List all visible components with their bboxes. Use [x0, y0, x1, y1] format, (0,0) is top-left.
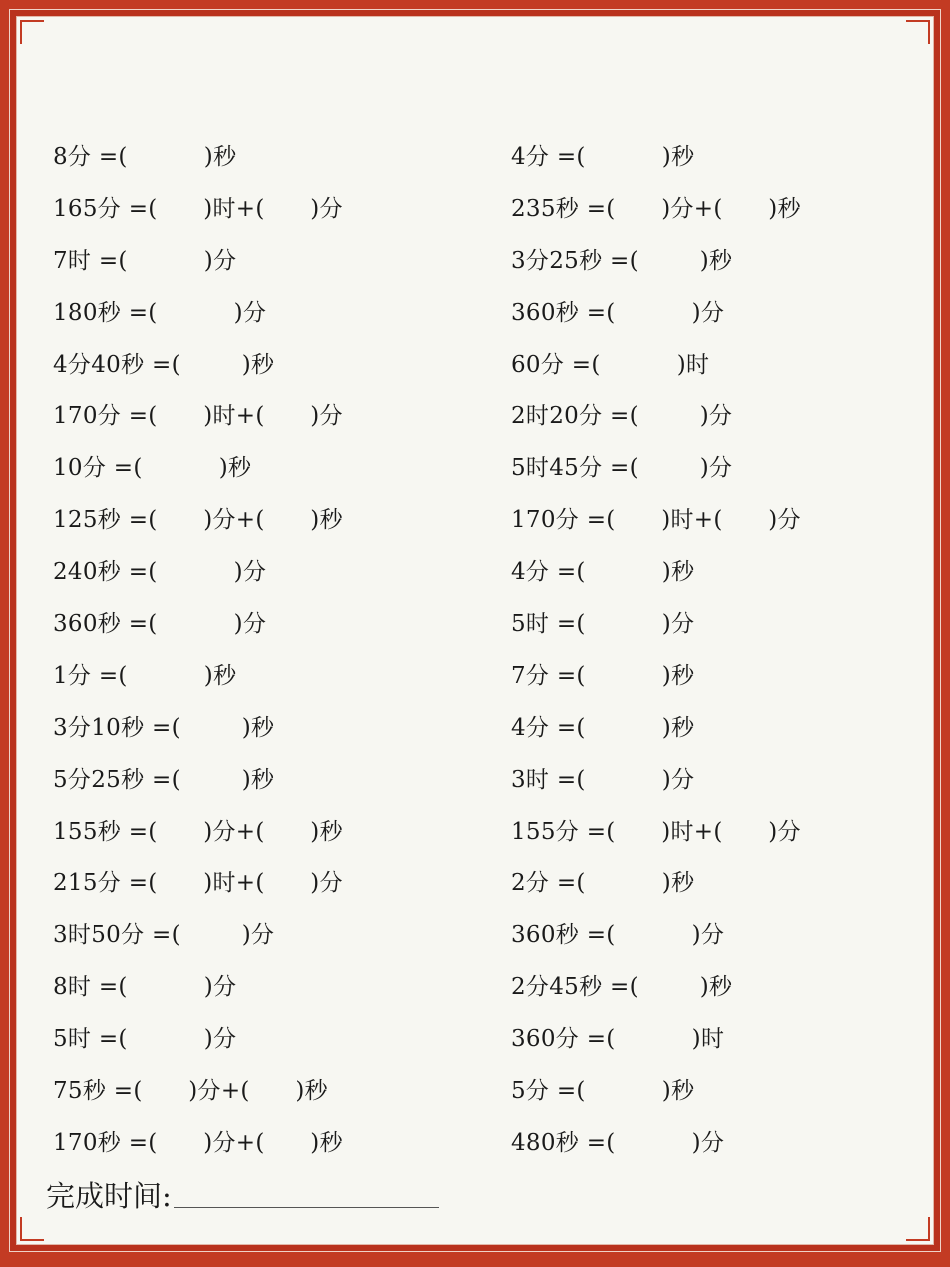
corner-ornament — [20, 20, 44, 44]
problem-row: 3时50分 =( )分 — [53, 922, 275, 949]
problem-row: 360秒 =( )分 — [511, 922, 725, 949]
completion-time-footer — [46, 1176, 439, 1216]
problem-row: 215分 =( )时+( )分 — [53, 870, 343, 897]
problem-row: 165分 =( )时+( )分 — [53, 195, 343, 222]
problem-row: 3分10秒 =( )秒 — [53, 714, 275, 741]
problem-row: 155分 =( )时+( )分 — [511, 818, 801, 845]
corner-ornament — [906, 20, 930, 44]
completion-time-blank[interactable] — [174, 1206, 439, 1208]
problem-row: 170分 =( )时+( )分 — [511, 507, 801, 534]
problem-row: 360秒 =( )分 — [511, 299, 725, 326]
problem-row: 5时 =( )分 — [511, 611, 695, 638]
problem-row: 4分 =( )秒 — [511, 144, 695, 170]
problem-row: 5分 =( )秒 — [511, 1078, 695, 1105]
left-problem-column — [53, 136, 343, 1174]
problem-row: 5分25秒 =( )秒 — [53, 766, 275, 793]
problem-row: 5时 =( )分 — [53, 1026, 237, 1053]
problem-row: 4分40秒 =( )秒 — [53, 351, 275, 378]
problem-row: 180秒 =( )分 — [53, 299, 267, 326]
problem-row: 4分 =( )秒 — [511, 559, 695, 586]
problem-row: 2分 =( )秒 — [511, 870, 695, 897]
problem-row: 240秒 =( )分 — [53, 559, 267, 586]
problem-row: 3时 =( )分 — [511, 766, 695, 793]
problem-row: 75秒 =( )分+( )秒 — [53, 1078, 328, 1105]
problem-row: 2时20分 =( )分 — [511, 403, 733, 430]
corner-ornament — [906, 1217, 930, 1241]
problem-row: 10分 =( )秒 — [53, 455, 252, 482]
problem-row: 7分 =( )秒 — [511, 662, 695, 689]
problem-row: 8时 =( )分 — [53, 974, 237, 1001]
problem-row: 3分25秒 =( )秒 — [511, 247, 733, 274]
problem-row: 360分 =( )时 — [511, 1026, 725, 1053]
problem-row: 235秒 =( )分+( )秒 — [511, 195, 801, 222]
right-problem-column — [511, 136, 801, 1174]
problem-row: 125秒 =( )分+( )秒 — [53, 507, 343, 534]
problem-row: 60分 =( )时 — [511, 351, 710, 378]
completion-time-label: 完成时间: — [46, 1179, 172, 1213]
problem-row: 480秒 =( )分 — [511, 1129, 725, 1156]
problem-row: 4分 =( )秒 — [511, 714, 695, 741]
problem-row: 360秒 =( )分 — [53, 611, 267, 638]
problem-row: 2分45秒 =( )秒 — [511, 974, 733, 1001]
problem-row: 170分 =( )时+( )分 — [53, 403, 343, 430]
problem-row: 7时 =( )分 — [53, 247, 237, 274]
problem-row: 5时45分 =( )分 — [511, 455, 733, 482]
problem-row: 155秒 =( )分+( )秒 — [53, 818, 343, 845]
problem-row: 170秒 =( )分+( )秒 — [53, 1129, 343, 1156]
corner-ornament — [20, 1217, 44, 1241]
problem-row: 8分 =( )秒 — [53, 144, 237, 170]
problem-row: 1分 =( )秒 — [53, 662, 237, 689]
